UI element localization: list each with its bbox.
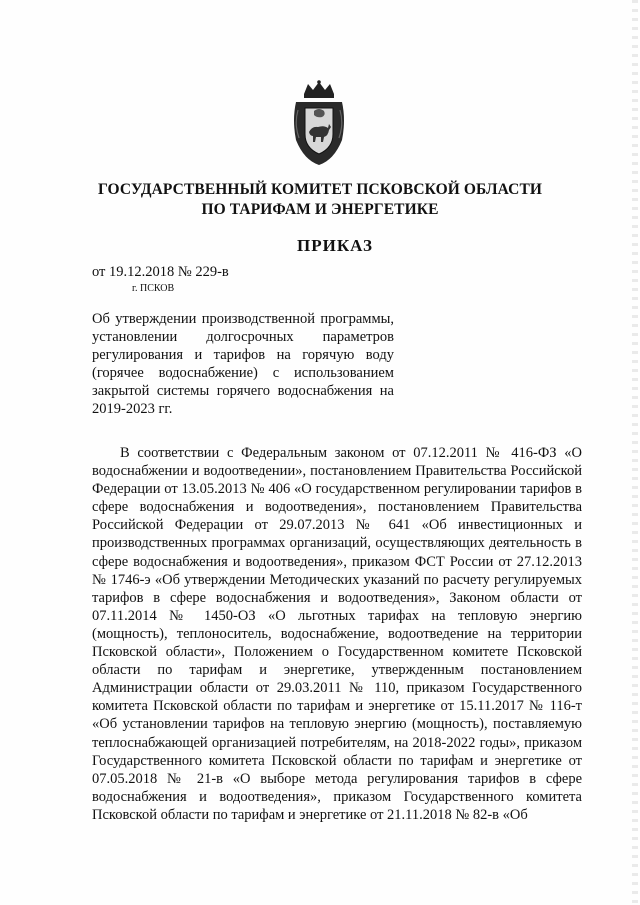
pskov-coat-of-arms-icon — [290, 80, 348, 166]
organization-name-line-1: ГОСУДАРСТВЕННЫЙ КОМИТЕТ ПСКОВСКОЙ ОБЛАСТИ — [97, 181, 543, 198]
order-date-number: от 19.12.2018 № 229-в — [92, 264, 229, 280]
document-title: ПРИКАЗ — [297, 236, 373, 255]
organization-name — [60, 180, 580, 220]
organization-name-line-2: ПО ТАРИФАМ И ЭНЕРГЕТИКЕ — [201, 201, 439, 218]
scan-edge-artifact — [632, 0, 638, 905]
order-subject: Об утверждении производственной программы, установлении долгосрочных параметров регулирования и тарифов на горячую воду (горячее водоснабжение) с использованием закрытой системы горячего водоснабжения на 2019-2023 гг. — [92, 311, 394, 417]
order-body-paragraph: В соответствии с Федеральным законом от 07.12.2011 № 416-ФЗ «О водоснабжении и водоотведении», постановлением Правительства Российской Федерации от 13.05.2013 № 406 «О государственном регулировании тарифов в сфере водоснабжения и водоотведения», постановлением Правительства Российской Федерации от 29.07.2013 № 641 «Об инвестиционных и производственных программах организаций, осуществляющих деятельность в сфере водоснабжения и водоотведения», приказом ФСТ России от 27.12.2013 № 1746-э «Об утверждении Методических указаний по расчету регулируемых тарифов в сфере водоснабжения и водоотведения», Законом области от 07.11.2014 № 1450-ОЗ «О льготных тарифах на тепловую энергию (мощность), теплоноситель, водоснабжение, водоотведение на территории Псковской области», Положением о Государственном комитете Псковской области по тарифам и энергетике, утвержденным постановлением Администрации области от 29.03.2011 № 110, приказом Государственного комитета Псковской области по тарифам и энергетике от 15.11.2017 № 116-т «Об установлении тарифов на тепловую энергию (мощность), поставляемую теплоснабжающей организацией потребителям, на 2018-2022 годы», приказом Государственного комитета Псковской области по тарифам и энергетике от 07.05.2018 № 21-в «О выборе метода регулирования тарифов в сфере водоснабжения и водоотведения», приказом Государственного комитета Псковской области по тарифам и энергетике от 21.11.2018 № 82-в «Об — [92, 445, 582, 823]
order-city: г. ПСКОВ — [132, 283, 175, 294]
